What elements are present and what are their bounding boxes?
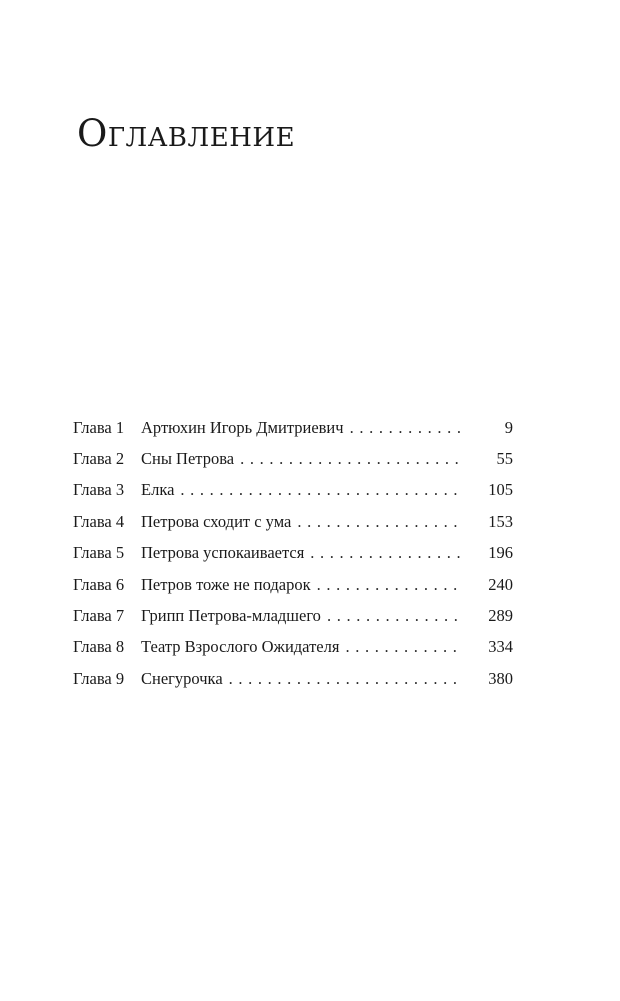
chapter-title: Елка bbox=[141, 480, 175, 500]
dot-leader bbox=[240, 449, 463, 469]
chapter-label: Глава 3 bbox=[73, 480, 125, 500]
chapter-label: Глава 5 bbox=[73, 543, 125, 563]
table-of-contents bbox=[73, 412, 513, 695]
page-number: 196 bbox=[488, 543, 513, 563]
dot-leader bbox=[229, 669, 463, 689]
toc-entry bbox=[73, 538, 513, 569]
toc-entry bbox=[73, 663, 513, 694]
page-title: Оглавление bbox=[77, 112, 296, 155]
chapter-title: Театр Взрослого Ожидателя bbox=[141, 637, 340, 657]
dot-leader bbox=[310, 543, 463, 563]
toc-entry bbox=[73, 600, 513, 631]
toc-entry bbox=[73, 412, 513, 443]
dot-leader bbox=[327, 606, 463, 626]
chapter-title: Петрова успокаивается bbox=[141, 543, 305, 563]
page-number: 9 bbox=[504, 417, 513, 437]
toc-entry bbox=[73, 506, 513, 537]
page-number: 289 bbox=[488, 606, 513, 626]
chapter-label: Глава 8 bbox=[73, 637, 125, 657]
page-number: 380 bbox=[488, 668, 513, 688]
chapter-title: Грипп Петрова-младшего bbox=[141, 606, 321, 626]
toc-entry bbox=[73, 475, 513, 506]
chapter-label: Глава 1 bbox=[73, 417, 125, 437]
chapter-label: Глава 9 bbox=[73, 668, 125, 688]
chapter-label: Глава 2 bbox=[73, 449, 125, 469]
chapter-label: Глава 6 bbox=[73, 574, 125, 594]
page-number: 240 bbox=[488, 574, 513, 594]
dot-leader bbox=[297, 512, 463, 532]
chapter-title: Петров тоже не подарок bbox=[141, 574, 311, 594]
dot-leader bbox=[345, 637, 463, 657]
dot-leader bbox=[350, 418, 463, 438]
toc-entry bbox=[73, 443, 513, 474]
page-number: 334 bbox=[488, 637, 513, 657]
chapter-title: Сны Петрова bbox=[141, 449, 235, 469]
chapter-title: Петрова сходит с ума bbox=[141, 511, 292, 531]
dot-leader bbox=[317, 575, 463, 595]
chapter-label: Глава 7 bbox=[73, 606, 125, 626]
chapter-title: Снегурочка bbox=[141, 668, 223, 688]
chapter-label: Глава 4 bbox=[73, 511, 125, 531]
toc-entry bbox=[73, 632, 513, 663]
chapter-title: Артюхин Игорь Дмитриевич bbox=[141, 417, 344, 437]
toc-entry bbox=[73, 569, 513, 600]
page-number: 105 bbox=[488, 480, 513, 500]
page-number: 55 bbox=[496, 449, 513, 469]
page-number: 153 bbox=[488, 511, 513, 531]
dot-leader bbox=[180, 480, 463, 500]
